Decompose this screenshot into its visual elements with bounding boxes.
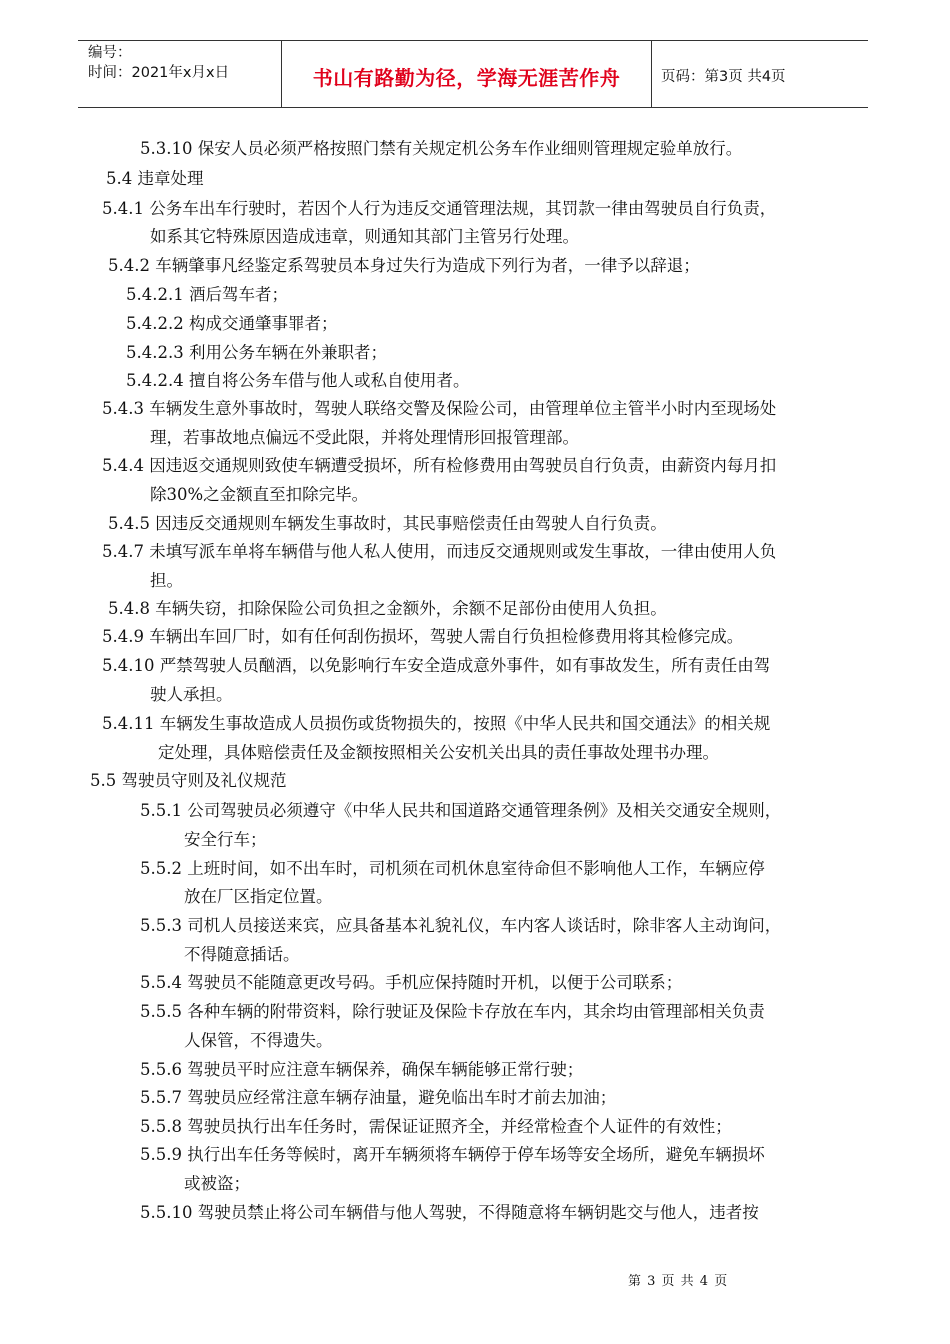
- clause-5-4-10: 5.4.10 严禁驾驶人员酗酒，以免影响行车安全造成意外事件，如有事故发生，所有责任由驾: [102, 656, 771, 675]
- clause-5-4-1: 5.4.1 公务车出车行驶时，若因个人行为违反交通管理法规，其罚款一律由驾驶员自行负责，: [102, 199, 777, 218]
- header-meta: [78, 41, 282, 107]
- footer-page-number: 第 3 页 共 4 页: [628, 1274, 729, 1289]
- clause-5-4-2-1: 5.4.2.1 酒后驾车者；: [126, 285, 288, 304]
- clause-5-4-2-4: 5.4.2.4 擅自将公务车借与他人或私自使用者。: [126, 371, 470, 390]
- document-time-label: 时间：2021年x月x日: [88, 65, 230, 81]
- clause-5-5-9-cont: 或被盗；: [184, 1174, 250, 1193]
- clause-5-5-10: 5.5.10 驾驶员禁止将公司车辆借与他人驾驶，不得随意将车辆钥匙交与他人，违者按: [140, 1203, 759, 1222]
- clause-5-3-10: 5.3.10 保安人员必须严格按照门禁有关规定机公务车作业细则管理规定验单放行。: [140, 139, 743, 158]
- clause-5-4-7-cont: 担。: [150, 571, 183, 590]
- clause-5-4-1-cont: 如系其它特殊原因造成违章，则通知其部门主管另行处理。: [150, 227, 579, 246]
- clause-5-5-2-cont: 放在厂区指定位置。: [184, 887, 333, 906]
- clause-5-4-2-3: 5.4.2.3 利用公务车辆在外兼职者；: [126, 343, 387, 362]
- header-motto-cell: [282, 41, 652, 107]
- section-5-4-heading: 5.4 违章处理: [106, 169, 204, 188]
- clause-5-4-11: 5.4.11 车辆发生事故造成人员损伤或货物损失的，按照《中华人民共和国交通法》的相关规: [102, 714, 771, 733]
- clause-5-4-4-cont: 除30%之金额直至扣除完毕。: [150, 485, 369, 504]
- header-page-info: 页码：第3页 共4页: [661, 68, 786, 85]
- clause-5-4-2-2: 5.4.2.2 构成交通肇事罪者；: [126, 314, 338, 333]
- clause-5-5-9: 5.5.9 执行出车任务等候时，离开车辆须将车辆停于停车场等安全场所，避免车辆损坏: [140, 1145, 765, 1164]
- clause-5-5-7: 5.5.7 驾驶员应经常注意车辆存油量，避免临出车时才前去加油；: [140, 1088, 617, 1107]
- clause-5-4-8: 5.4.8 车辆失窃，扣除保险公司负担之金额外，余额不足部份由使用人负担。: [108, 599, 667, 618]
- clause-5-5-3-cont: 不得随意插话。: [184, 945, 300, 964]
- clause-5-5-5: 5.5.5 各种车辆的附带资料，除行驶证及保险卡存放在车内，其余均由管理部相关负责: [140, 1002, 765, 1021]
- clause-5-5-5-cont: 人保管，不得遗失。: [184, 1031, 333, 1050]
- clause-5-5-8: 5.5.8 驾驶员执行出车任务时，需保证证照齐全，并经常检查个人证件的有效性；: [140, 1117, 732, 1136]
- clause-5-5-4: 5.5.4 驾驶员不能随意更改号码。手机应保持随时开机，以便于公司联系；: [140, 973, 683, 992]
- clause-5-4-4: 5.4.4 因违返交通规则致使车辆遭受损坏，所有检修费用由驾驶员自行负责，由薪资内每月扣: [102, 456, 777, 475]
- clause-5-5-1: 5.5.1 公司驾驶员必须遵守《中华人民共和国道路交通管理条例》及相关交通安全规则，: [140, 801, 782, 820]
- section-5-5-heading: 5.5 驾驶员守则及礼仪规范: [90, 771, 287, 790]
- clause-5-4-3: 5.4.3 车辆发生意外事故时，驾驶人联络交警及保险公司，由管理单位主管半小时内至现场处: [102, 399, 777, 418]
- clause-5-5-1-cont: 安全行车；: [184, 830, 267, 849]
- clause-5-4-11-cont: 定处理，具体赔偿责任及金额按照相关公安机关出具的责任事故处理书办理。: [158, 743, 719, 762]
- clause-5-4-2: 5.4.2 车辆肇事凡经鉴定系驾驶员本身过失行为造成下列行为者，一律予以辞退；: [108, 256, 700, 275]
- clause-5-4-7: 5.4.7 未填写派车单将车辆借与他人私人使用，而违反交通规则或发生事故，一律由使用人负: [102, 542, 777, 561]
- clause-5-4-9: 5.4.9 车辆出车回厂时，如有任何刮伤损坏，驾驶人需自行负担检修费用将其检修完成。: [102, 627, 744, 646]
- page-header: [78, 40, 868, 108]
- header-motto: 书山有路勤为径，学海无涯苦作舟: [312, 65, 621, 90]
- clause-5-5-2: 5.5.2 上班时间，如不出车时，司机须在司机休息室待命但不影响他人工作，车辆应停: [140, 859, 765, 878]
- clause-5-5-6: 5.5.6 驾驶员平时应注意车辆保养，确保车辆能够正常行驶；: [140, 1060, 584, 1079]
- clause-5-4-3-cont: 理，若事故地点偏远不受此限，并将处理情形回报管理部。: [150, 428, 579, 447]
- clause-5-4-10-cont: 驶人承担。: [150, 685, 233, 704]
- clause-5-4-5: 5.4.5 因违反交通规则车辆发生事故时，其民事赔偿责任由驾驶人自行负责。: [108, 514, 667, 533]
- document-number-label: 编号：: [88, 45, 132, 61]
- clause-5-5-3: 5.5.3 司机人员接送来宾，应具备基本礼貌礼仪，车内客人谈话时，除非客人主动询问，: [140, 916, 782, 935]
